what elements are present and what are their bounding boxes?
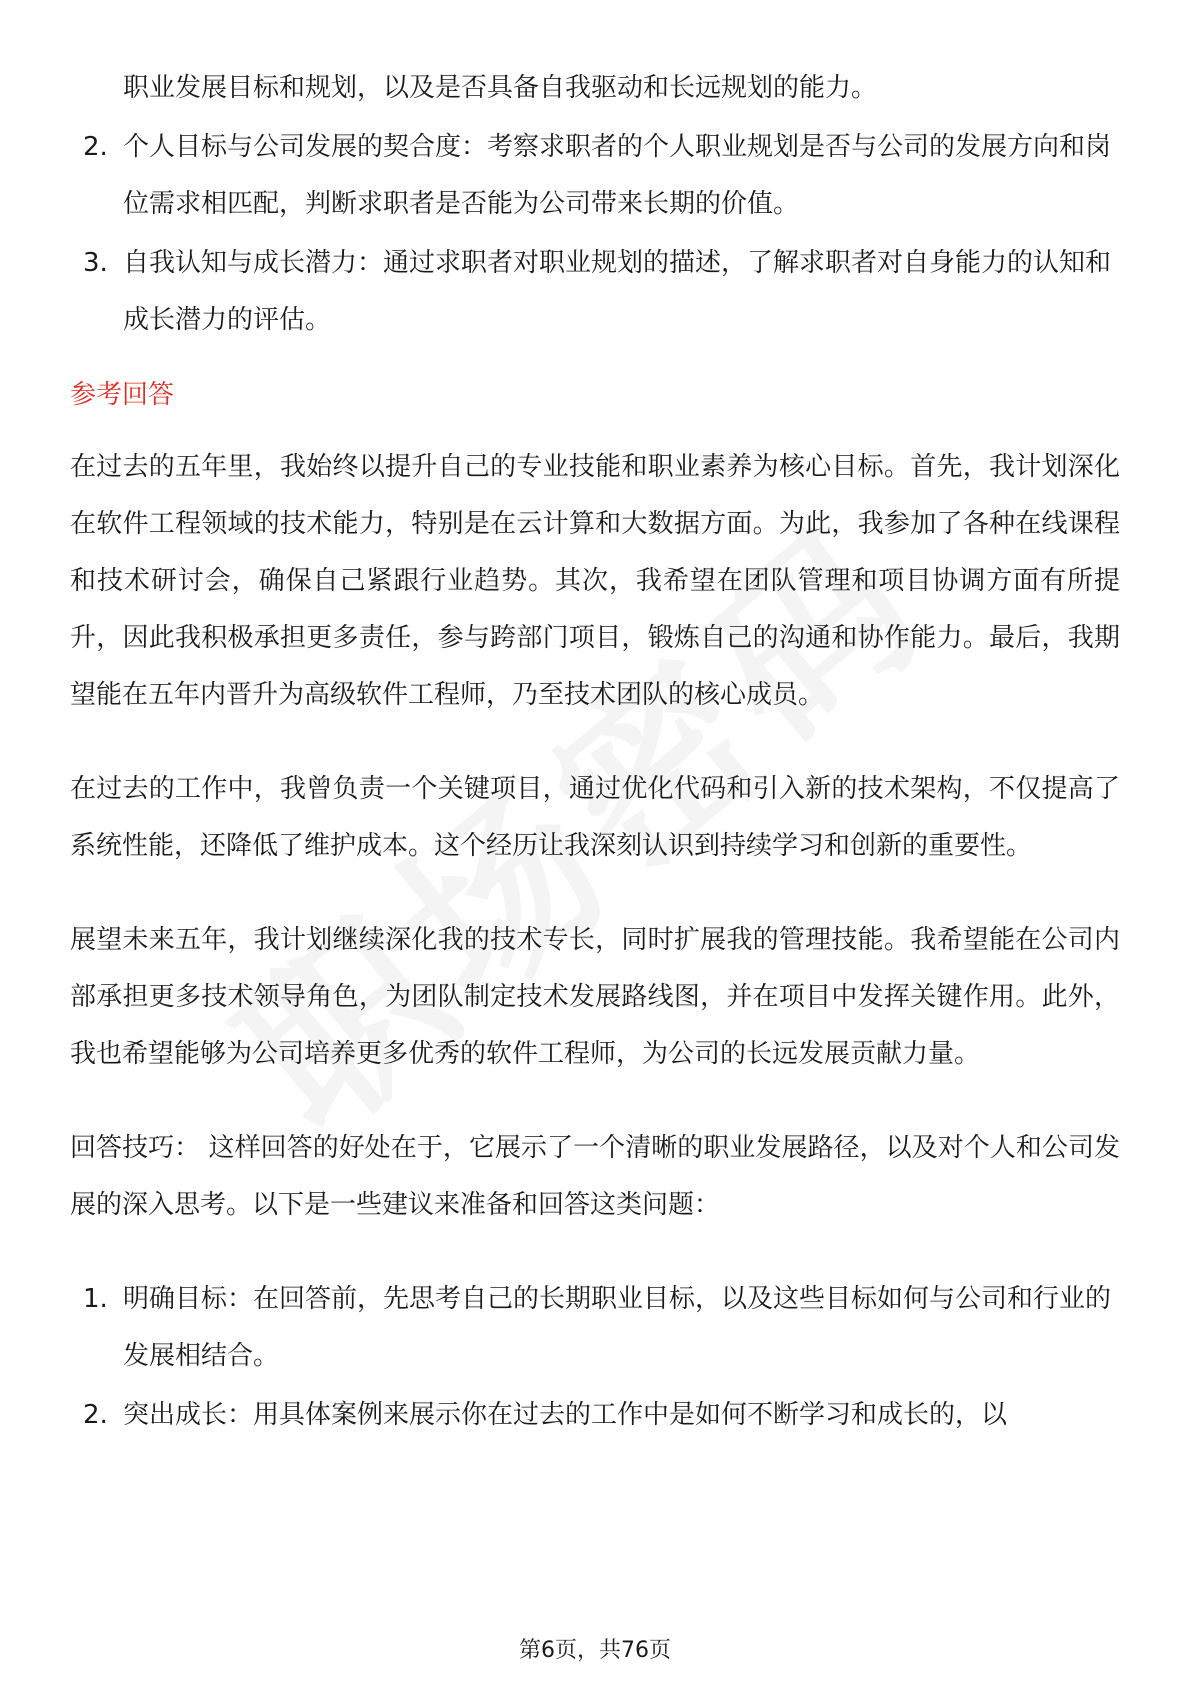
tips-list — [70, 1271, 1120, 1444]
list-item — [70, 1271, 1120, 1385]
section-title: 参考回答 — [70, 380, 175, 410]
list-number: 3. — [83, 248, 108, 278]
list-item-continuation: 职业发展目标和规划，以及是否具备自我驱动和长远规划的能力。 — [123, 73, 878, 103]
list-item-text: 自我认知与成长潜力：通过求职者对职业规划的描述，了解求职者对自身能力的认知和成长潜力的评估。 — [123, 248, 1112, 335]
paragraph: 在过去的五年里，我始终以提升自己的专业技能和职业素养为核心目标。首先，我计划深化在软件工程领域的技术能力，特别是在云计算和大数据方面。为此，我参加了各种在线课程和技术研讨会，确保自己紧跟行业趋势。其次，我希望在团队管理和项目协调方面有所提升，因此我积极承担更多责任，参与跨部门项目，锻炼自己的沟通和协作能力。最后，我期望能在五年内晋升为高级软件工程师，乃至技术团队的核心成员。 — [70, 452, 1120, 710]
list-item-text: 个人目标与公司发展的契合度：考察求职者的个人职业规划是否与公司的发展方向和岗位需求相匹配，判断求职者是否能为公司带来长期的价值。 — [123, 132, 1112, 219]
list-item-text: 明确目标：在回答前，先思考自己的长期职业目标，以及这些目标如何与公司和行业的发展相结合。 — [123, 1284, 1112, 1371]
paragraph: 在过去的工作中，我曾负责一个关键项目，通过优化代码和引入新的技术架构，不仅提高了系统性能，还降低了维护成本。这个经历让我深刻认识到持续学习和创新的重要性。 — [70, 774, 1120, 861]
tips-intro: 回答技巧： 这样回答的好处在于，它展示了一个清晰的职业发展路径，以及对个人和公司发展的深入思考。以下是一些建议来准备和回答这类问题： — [70, 1133, 1120, 1220]
list-item-text: 突出成长：用具体案例来展示你在过去的工作中是如何不断学习和成长的，以 — [123, 1400, 1008, 1430]
page-footer: 第6页，共76页 — [519, 1638, 671, 1663]
document-body — [70, 60, 1120, 1446]
paragraph: 展望未来五年，我计划继续深化我的技术专长，同时扩展我的管理技能。我希望能在公司内部承担更多技术领导角色，为团队制定技术发展路线图，并在项目中发挥关键作用。此外，我也希望能够为公司培养更多优秀的软件工程师，为公司的长远发展贡献力量。 — [70, 925, 1120, 1069]
evaluation-list — [70, 60, 1120, 349]
list-number: 1. — [83, 1284, 108, 1314]
list-number: 2. — [83, 1400, 108, 1430]
list-item — [70, 1387, 1120, 1444]
list-item — [70, 119, 1120, 233]
list-number: 2. — [83, 132, 108, 162]
list-item — [70, 235, 1120, 349]
